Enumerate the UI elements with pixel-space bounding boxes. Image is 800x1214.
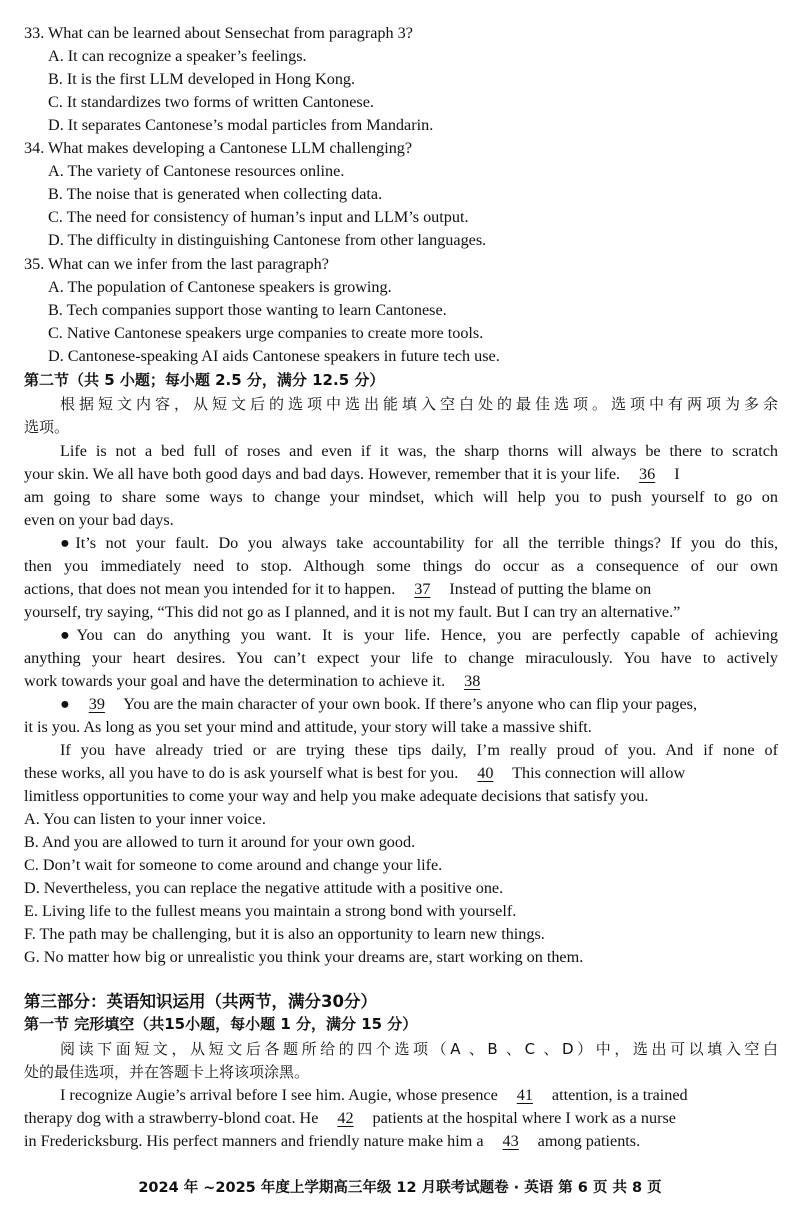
passage-p2-line1: ●It’s not your fault. Do you always take accountability for all the terrible things? If you do this, <box>60 534 778 552</box>
passage-text: actions, that does not mean you intended for it to happen. <box>24 580 396 598</box>
answer-option-b: B. And you are allowed to turn it around for your own good. <box>24 833 416 851</box>
blank-37: 37 <box>414 580 431 598</box>
q34-option-d: D. The difficulty in distinguishing Cantonese from other languages. <box>48 231 487 249</box>
passage-p2-line3 <box>0 578 800 600</box>
q35-option-d: D. Cantonese-speaking AI aids Cantonese speakers in future tech use. <box>48 347 500 365</box>
answer-option-f: F. The path may be challenging, but it is also an opportunity to learn new things. <box>24 925 545 943</box>
answer-option-a: A. You can listen to your inner voice. <box>24 810 266 828</box>
bullet: ● <box>60 695 70 713</box>
passage-p5-line2 <box>0 762 800 784</box>
section2-heading: 第二节（共 5 小题；每小题 2.5 分，满分 12.5 分） <box>24 371 385 389</box>
passage-p2-line2: then you immediately need to stop. Although some things do occur as a consequence of our own <box>24 557 778 575</box>
part3-subheading: 第一节 完形填空（共15小题，每小题 1 分，满分 15 分） <box>24 1015 418 1033</box>
passage-p1-line1: Life is not a bed full of roses and even if it was, the sharp thorns will always be there to scratch <box>60 442 778 460</box>
blank-36: 36 <box>639 465 656 483</box>
q34-option-c: C. The need for consistency of human’s input and LLM’s output. <box>48 208 469 226</box>
q34-stem: 34. What makes developing a Cantonese LLM challenging? <box>24 139 413 157</box>
passage-text: This connection will allow <box>512 764 686 782</box>
q33-option-c: C. It standardizes two forms of written Cantonese. <box>48 93 374 111</box>
passage-p3-line1: ●You can do anything you want. It is your life. Hence, you are perfectly capable of achieving <box>60 626 778 644</box>
passage-p3-line2: anything your heart desires. You can’t expect your life to change miraculously. You have to actively <box>24 649 778 667</box>
part3-heading: 第三部分：英语知识运用（共两节，满分30分） <box>24 992 377 1011</box>
q35-option-a: A. The population of Cantonese speakers is growing. <box>48 278 392 296</box>
answer-option-g: G. No matter how big or unrealistic you think your dreams are, start working on them. <box>24 948 584 966</box>
passage-p5-line3: limitless opportunities to come your way and help you make adequate decisions that satisfy you. <box>24 787 649 805</box>
passage-text: You are the main character of your own book. If there’s anyone who can flip your pages, <box>123 695 698 713</box>
q33-option-b: B. It is the first LLM developed in Hong Kong. <box>48 70 356 88</box>
answer-option-c: C. Don’t wait for someone to come around and change your life. <box>24 856 443 874</box>
passage-text: therapy dog with a strawberry-blond coat. He <box>24 1109 319 1127</box>
passage-p1-line4: even on your bad days. <box>24 511 174 529</box>
passage-text: Instead of putting the blame on <box>449 580 652 598</box>
passage-p2-line4: yourself, try saying, “This did not go as I planned, and it is not my fault. But I can try an alternative.” <box>24 603 681 621</box>
passage-text: I recognize Augie’s arrival before I see him. Augie, whose presence <box>60 1086 498 1104</box>
passage-text: patients at the hospital where I work as a nurse <box>372 1109 676 1127</box>
blank-39: 39 <box>88 695 105 713</box>
q33-stem: 33. What can be learned about Sensechat from paragraph 3? <box>24 24 413 42</box>
page-footer: 2024 年 ~2025 年度上学期高三年级 12 月联考试题卷 · 英语 第 6 页 共 8 页 <box>138 1180 662 1196</box>
section2-instruction-line2: 选项。 <box>24 418 70 436</box>
answer-option-e: E. Living life to the fullest means you maintain a strong bond with yourself. <box>24 902 517 920</box>
part3-instruction-line2: 处的最佳选项，并在答题卡上将该项涂黑。 <box>24 1063 310 1081</box>
section2-instruction-line1: 根据短文内容，从短文后的选项中选出能填入空白处的最佳选项。选项中有两项为多余 <box>60 395 778 413</box>
passage-p1-line2 <box>0 463 800 485</box>
passage-text: these works, all you have to do is ask yourself what is best for you. <box>24 764 459 782</box>
blank-42: 42 <box>337 1109 354 1127</box>
passage-p1-line3: am going to share some ways to change your mindset, which will help you to push yourself to go on <box>24 488 778 506</box>
blank-43: 43 <box>502 1132 519 1150</box>
passage-p5-line1: If you have already tried or are trying these tips daily, I’m really proud of you. And if none of <box>60 741 778 759</box>
q33-option-d: D. It separates Cantonese’s modal particles from Mandarin. <box>48 116 434 134</box>
blank-41: 41 <box>516 1086 533 1104</box>
passage-text: work towards your goal and have the determination to achieve it. <box>24 672 446 690</box>
blank-38: 38 <box>464 672 481 690</box>
q33-option-a: A. It can recognize a speaker’s feelings. <box>48 47 307 65</box>
q35-stem: 35. What can we infer from the last paragraph? <box>24 255 329 273</box>
passage-text: your skin. We all have both good days and bad days. However, remember that it is your life. <box>24 465 621 483</box>
q35-option-b: B. Tech companies support those wanting to learn Cantonese. <box>48 301 447 319</box>
passage-text: I <box>674 465 680 483</box>
answer-option-d: D. Nevertheless, you can replace the negative attitude with a positive one. <box>24 879 504 897</box>
part3-instruction-line1: 阅读下面短文，从短文后各题所给的四个选项（A 、B 、C 、D）中，选出可以填入空白 <box>60 1040 778 1058</box>
passage-text: among patients. <box>537 1132 641 1150</box>
cloze-line2 <box>0 1107 800 1129</box>
passage-text: attention, is a trained <box>551 1086 688 1104</box>
passage-p4-line2: it is you. As long as you set your mind and attitude, your story will take a massive shift. <box>24 718 592 736</box>
q34-option-b: B. The noise that is generated when collecting data. <box>48 185 383 203</box>
blank-40: 40 <box>477 764 494 782</box>
passage-p4-line1 <box>0 693 800 715</box>
passage-text: in Fredericksburg. His perfect manners and friendly nature make him a <box>24 1132 484 1150</box>
cloze-line1 <box>0 1084 800 1106</box>
q34-option-a: A. The variety of Cantonese resources online. <box>48 162 345 180</box>
q35-option-c: C. Native Cantonese speakers urge companies to create more tools. <box>48 324 484 342</box>
cloze-line3 <box>0 1130 800 1152</box>
passage-p3-line3 <box>0 670 800 692</box>
